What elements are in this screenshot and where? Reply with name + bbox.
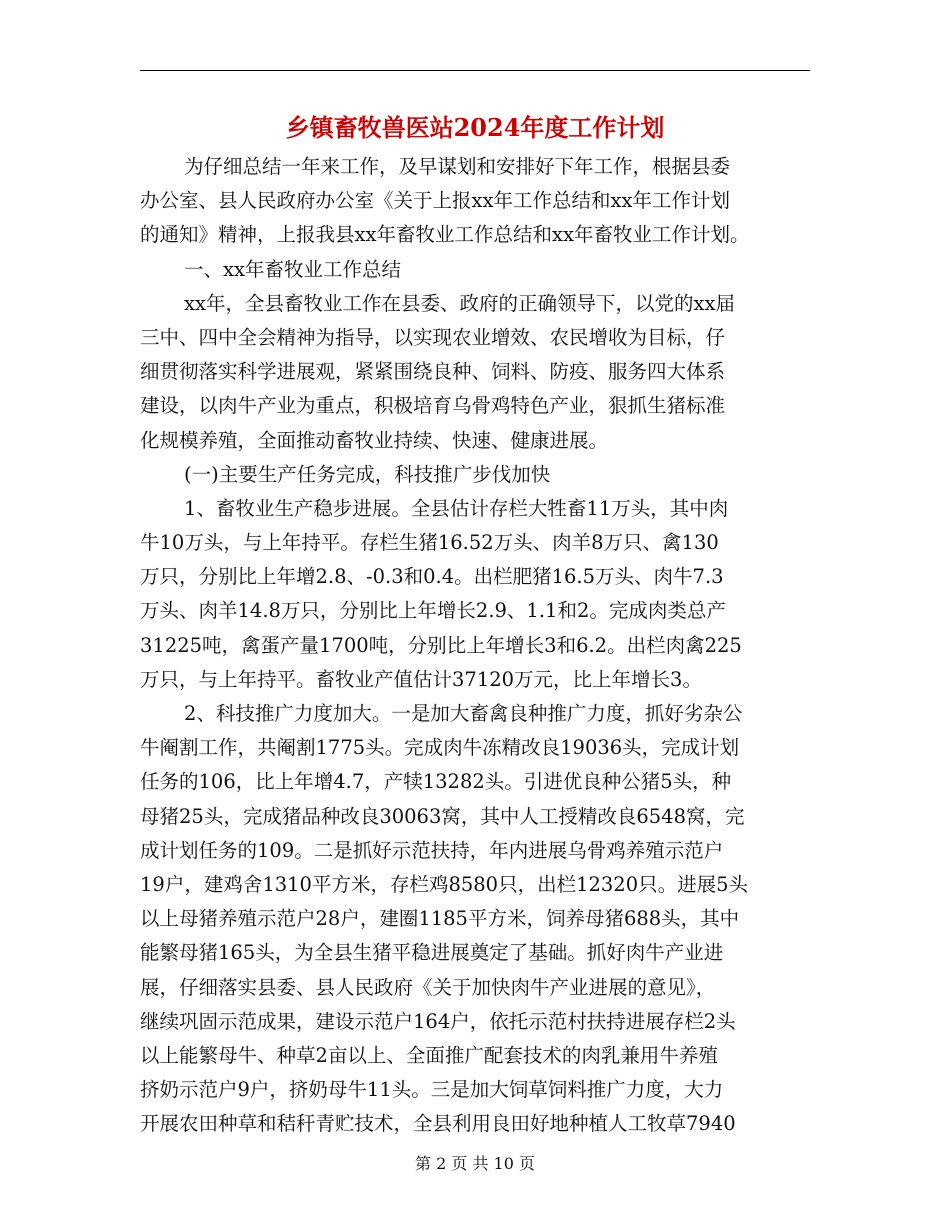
body-line: 能繁母猪165头，为全县生猪平稳进展奠定了基础。抓好肉牛产业进 xyxy=(140,941,724,965)
document-title: 乡镇畜牧兽医站2024年度工作计划 xyxy=(285,113,665,142)
body-line: 牛10万头，与上年持平。存栏生猪16.52万头、肉羊8万只、禽130 xyxy=(140,531,719,555)
body-line: (一)主要生产任务完成，科技推广步伐加快 xyxy=(184,462,551,486)
body-line: 31225吨，禽蛋产量1700吨，分别比上年增长3和6.2。出栏肉禽225 xyxy=(140,633,742,657)
body-line: 万头、肉羊14.8万只，分别比上年增长2.9、1.1和2。完成肉类总产 xyxy=(140,599,726,623)
body-line: 以上母猪养殖示范户28户，建圈1185平方米，饲养母猪688头，其中 xyxy=(140,907,740,931)
body-line: 1、畜牧业生产稳步进展。全县估计存栏大牲畜11万头，其中肉 xyxy=(184,496,729,520)
body-line: 为仔细总结一年来工作，及早谋划和安排好下年工作，根据县委 xyxy=(184,155,731,178)
body-line: 19户，建鸡舍1310平方米，存栏鸡8580只，出栏12320只。进展5头 xyxy=(140,872,749,896)
header-rule xyxy=(140,70,810,71)
document-body xyxy=(140,150,820,1141)
body-line: 三中、四中全会精神为指导，以实现农业增效、农民增收为目标，仔 xyxy=(140,325,726,349)
body-line: 一、xx年畜牧业工作总结 xyxy=(184,257,401,281)
body-line: 展，仔细落实县委、县人民政府《关于加快肉牛产业进展的意见》， xyxy=(140,975,716,999)
body-line: 以上能繁母牛、种草2亩以上、全面推广配套技术的肉乳兼用牛养殖 xyxy=(140,1043,718,1067)
body-line: 细贯彻落实科学进展观，紧紧围绕良种、饲料、防疫、服务四大体系 xyxy=(140,360,726,384)
body-line: 建设，以肉牛产业为重点，积极培育乌骨鸡特色产业，狠抓生猪标准 xyxy=(140,394,726,418)
body-line: 挤奶示范户9户，挤奶母牛11头。三是加大饲草饲料推广力度，大力 xyxy=(140,1078,724,1102)
body-line: 任务的106，比上年增4.7，产犊13282头。引进优良种公猪5头，种 xyxy=(140,770,732,794)
body-line: 万只，与上年持平。畜牧业产值估计37120万元，比上年增长3。 xyxy=(140,667,702,691)
body-line: 办公室、县人民政府办公室《关于上报xx年工作总结和xx年工作计划 xyxy=(140,189,730,213)
body-line: 2、科技推广力度加大。一是加大畜禽良种推广力度，抓好劣杂公 xyxy=(184,702,743,725)
body-line: 继续巩固示范成果，建设示范户164户，依托示范村扶持进展存栏2头 xyxy=(140,1009,736,1033)
body-line: 的通知》精神，上报我县xx年畜牧业工作总结和xx年畜牧业工作计划。 xyxy=(140,223,750,247)
body-line: xx年，全县畜牧业工作在县委、政府的正确领导下，以党的xx届 xyxy=(184,291,735,315)
page-number-footer: 第 2 页 共 10 页 xyxy=(415,1154,535,1173)
body-line: 万只，分别比上年增2.8、-0.3和0.4。出栏肥猪16.5万头、肉牛7.3 xyxy=(140,565,724,589)
body-line: 成计划任务的109。二是抓好示范扶持，年内进展乌骨鸡养殖示范户 xyxy=(140,838,724,862)
body-line: 母猪25头，完成猪品种改良30063窝，其中人工授精改良6548窝，完 xyxy=(140,804,745,828)
body-line: 开展农田种草和秸秆青贮技术，全县利用良田好地种植人工牧草7940 xyxy=(140,1112,736,1136)
body-line: 化规模养殖，全面推动畜牧业持续、快速、健康进展。 xyxy=(140,428,609,452)
body-line: 牛阉割工作，共阉割1775头。完成肉牛冻精改良19036头，完成计划 xyxy=(140,736,740,760)
